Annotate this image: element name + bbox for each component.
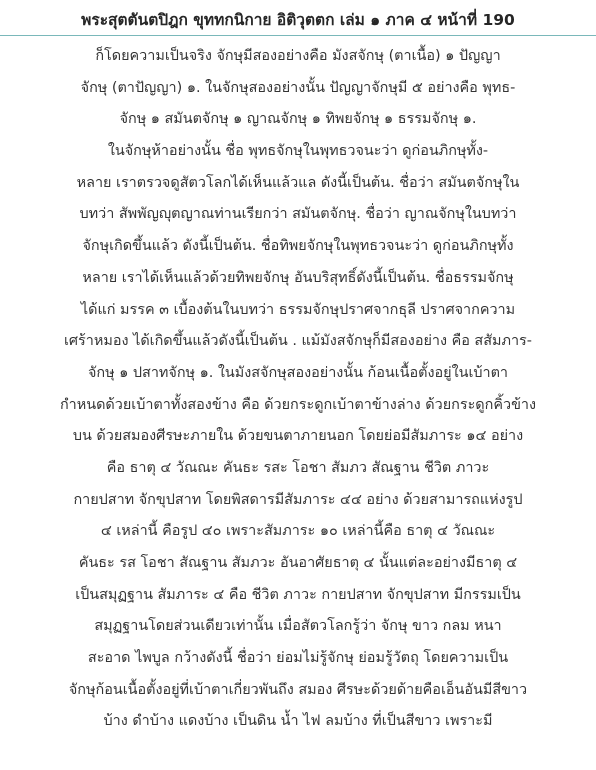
text-line: จักษุเกิดขึ้นแล้ว ดังนี้เป็นต้น. ชื่อทิพยจักษุในพุทธวจนะว่า ดูก่อนภิกษุทั้ง [82,238,514,255]
page-header-title: พระสุตตันตปิฎก ขุททกนิกาย อิติวุตตก เล่ม ๑ ภาค ๔ หน้าที่ 190 [81,11,515,29]
text-line: หลาย เราได้เห็นแล้วด้วยทิพยจักษุ อันบริสุทธิ์ดังนี้เป็นต้น. ชื่อธรรมจักษุ [82,269,514,286]
text-line: จักษุ (ตาปัญญา) ๑. ในจักษุสองอย่างนั้น ปัญญาจักษุมี ๕ อย่างคือ พุทธ- [80,79,516,96]
text-line: หลาย เราตรวจดูสัตวโลกได้เห็นแล้วแล ดังนี้เป็นต้น. ชื่อว่า สมันตจักษุใน [76,174,520,191]
text-line: ก็โดยความเป็นจริง จักษุมีสองอย่างคือ มังสจักษุ (ตาเนื้อ) ๑ ปัญญา [95,48,501,64]
text-line: ได้แก่ มรรค ๓ เบื้องต้นในบทว่า ธรรมจักษุปราศจากธุลี ปราศจากความ [80,301,516,318]
text-line: จักษุ ๑ สมันตจักษุ ๑ ญาณจักษุ ๑ ทิพยจักษุ ๑ ธรรมจักษุ ๑. [119,111,477,128]
text-line: สะอาด ไพบูล กว้างดังนี้ ชื่อว่า ย่อมไม่รู้จักษุ ย่อมรู้วัตถุ โดยความเป็น [87,650,509,667]
text-line: เป็นสมุฏฐาน สัมภาระ ๔ คือ ชีวิต ภาวะ กายปสาท จักขุปสาท มีกรรมเป็น [75,586,521,603]
text-line: บทว่า สัพพัญญุตญาณท่านเรียกว่า สมันตจักษุ. ชื่อว่า ญาณจักษุในบทว่า [79,206,517,223]
text-line: บน ด้วยสมองศีรษะภายใน ด้วยขนตาภายนอก โดยย่อมีสัมภาระ ๑๔ อย่าง [72,428,524,445]
text-line: กำหนดด้วยเบ้าตาทั้งสองข้าง คือ ด้วยกระดูกเบ้าตาข้างล่าง ด้วยกระดูกคิ้วข้าง [59,396,537,413]
text-line: สมุฏฐานโดยส่วนเดียวเท่านั้น เมื่อสัตวโลกรู้ว่า จักษุ ขาว กลม หนา [94,618,502,635]
text-line: คันธะ รส โอชา สัณฐาน สัมภวะ อันอาศัยธาตุ ๔ นั้นแต่ละอย่างมีธาตุ ๔ [78,555,518,571]
text-line: เศร้าหมอง ได้เกิดขึ้นแล้วดังนี้เป็นต้น . แม้มังสจักษุก็มีสองอย่าง คือ สสัมภาร- [64,333,532,350]
text-line: ๔ เหล่านี้ คือรูป ๔๐ เพราะสัมภาระ ๑๐ เหล่านี้คือ ธาตุ ๔ วัณณะ [100,523,496,540]
text-line: จักษุก้อนเนื้อตั้งอยู่ที่เบ้าตาเกี่ยวพันถึง สมอง ศีรษะด้วยด้ายคือเอ็นอันมีสีขาว [68,681,528,698]
text-line: คือ ธาตุ ๔ วัณณะ คันธะ รสะ โอชา สัมภว สัณฐาน ชีวิต ภาวะ [106,459,490,476]
text-line: บ้าง ดำบ้าง แดงบ้าง เป็นดิน น้ำ ไฟ ลมบ้าง ที่เป็นสีขาว เพราะมี [103,713,493,730]
text-line: ในจักษุห้าอย่างนั้น ชื่อ พุทธจักษุในพุทธวจนะว่า ดูก่อนภิกษุทั้ง- [107,143,489,160]
text-line: กายปสาท จักขุปสาท โดยพิสดารมีสัมภาระ ๔๔ อย่าง ด้วยสามารถแห่งรูป [73,491,523,508]
body-text [0,41,596,738]
text-line: จักษุ ๑ ปสาทจักษุ ๑. ในมังสจักษุสองอย่างนั้น ก้อนเนื้อตั้งอยู่ในเบ้าตา [87,364,509,381]
header-divider [0,35,596,36]
